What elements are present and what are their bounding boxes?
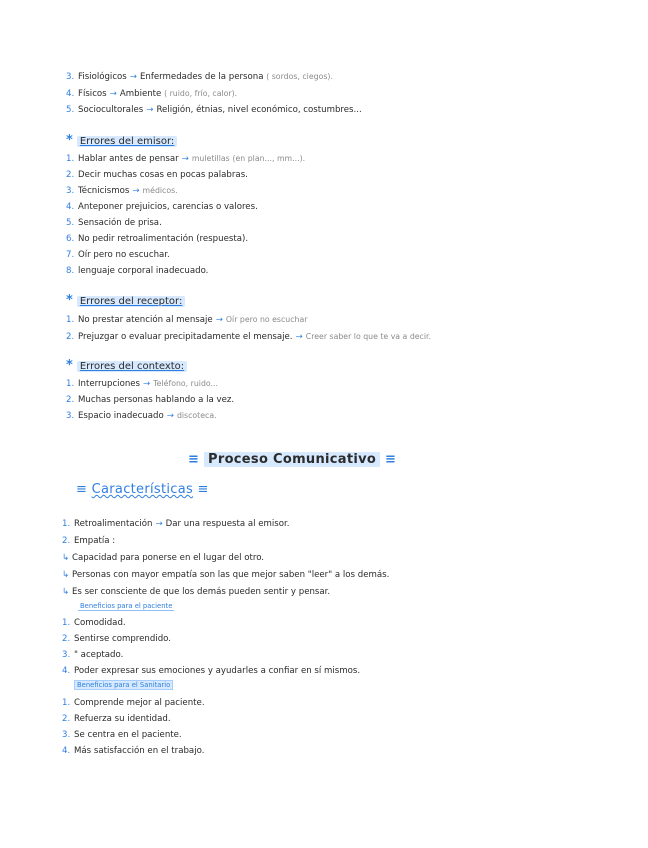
arrow-return-icon: ↳ — [62, 587, 70, 597]
list-item: ↳ Capacidad para ponerse en el lugar del otro. — [62, 553, 265, 563]
list-item: 1. Comodidad. — [62, 618, 126, 628]
list-item: 2. Sentirse comprendido. — [62, 634, 171, 644]
list-item: ↳ Personas con mayor empatía son las que mejor saben "leer" a los demás. — [62, 570, 390, 580]
list-item: 3. Fisiológicos → Enfermedades de la persona ( sordos, ciegos). — [66, 72, 333, 82]
subsection-heading-paciente: Beneficios para el paciente — [80, 602, 173, 610]
list-item: 4. Poder expresar sus emociones y ayudarles a confiar en sí mismos. — [62, 666, 361, 676]
list-item: 1. Comprende mejor al paciente. — [62, 698, 205, 708]
list-item: 2. Empatía : — [62, 536, 116, 546]
list-item: 1. Hablar antes de pensar → muletillas (en plan..., mm...). — [66, 154, 306, 164]
list-item: 8. lenguaje corporal inadecuado. — [66, 266, 209, 276]
list-item: 4. Físicos → Ambiente ( ruido, frío, calor). — [66, 89, 238, 99]
list-item: 3. Se centra en el paciente. — [62, 730, 182, 740]
section-heading-emisor: * Errores del emisor: — [66, 135, 177, 148]
page-title: ≡ Proceso Comunicativo ≡ — [188, 452, 397, 467]
list-item: 4. Anteponer prejuicios, carencias o valores. — [66, 202, 258, 212]
list-item: 4. Más satisfacción en el trabajo. — [62, 746, 205, 756]
list-item: 2. Decir muchas cosas en pocas palabras. — [66, 170, 248, 180]
list-item: 3. Espacio inadecuado → discoteca. — [66, 411, 217, 421]
arrow-return-icon: ↳ — [62, 553, 70, 563]
list-item: 6. No pedir retroalimentación (respuesta). — [66, 234, 249, 244]
asterisk-icon: * — [66, 293, 73, 308]
list-item: 2. Prejuzgar o evaluar precipitadamente el mensaje. → Creer saber lo que te va a decir. — [66, 332, 431, 342]
list-item: 5. Sociocultorales → Religión, étnias, nivel económico, costumbres... — [66, 105, 362, 115]
section-subtitle: ≡ Características ≡ — [76, 482, 209, 497]
asterisk-icon: * — [66, 358, 73, 373]
section-heading-receptor: * Errores del receptor: — [66, 295, 185, 308]
subsection-heading-sanitario: Beneficios para el Sanitario — [74, 681, 173, 689]
list-item: 1. Retroalimentación → Dar una respuesta al emisor. — [62, 519, 290, 529]
section-heading-contexto: * Errores del contexto: — [66, 360, 187, 373]
list-item: 5. Sensación de prisa. — [66, 218, 162, 228]
list-item: 1. Interrupciones → Teléfono, ruido... — [66, 379, 218, 389]
asterisk-icon: * — [66, 133, 73, 148]
arrow-return-icon: ↳ — [62, 570, 70, 580]
list-item: 2. Muchas personas hablando a la vez. — [66, 395, 235, 405]
list-item: 1. No prestar atención al mensaje → Oír pero no escuchar — [66, 315, 308, 325]
list-item: 2. Refuerza su identidad. — [62, 714, 171, 724]
list-item: 3. Técnicismos → médicos. — [66, 186, 178, 196]
list-item: ↳ Es ser consciente de que los demás pueden sentir y pensar. — [62, 587, 331, 597]
list-item: 7. Oír pero no escuchar. — [66, 250, 170, 260]
list-item: 3. " aceptado. — [62, 650, 124, 660]
